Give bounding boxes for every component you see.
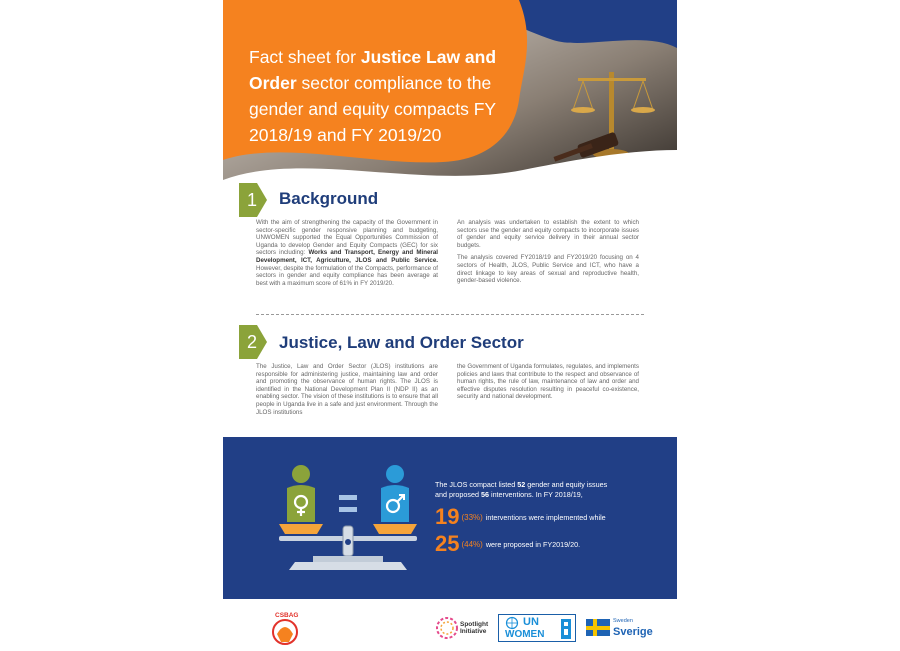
svg-text:Initiative: Initiative xyxy=(460,628,487,635)
csbag-logo xyxy=(267,608,303,650)
paragraph: The analysis covered FY2018/19 and FY2019/20 focusing on 4 sectors of Health, JLOS, Public Service and ICT, who have a direct linkage to key areas of sexual and reproductive health, gender-based violence. xyxy=(457,254,639,285)
implemented-number: 19 xyxy=(435,504,460,529)
implemented-percent: (33%) xyxy=(461,512,483,522)
header-banner xyxy=(223,0,677,196)
un-globe-icon xyxy=(505,616,519,630)
svg-text:Spotlight: Spotlight xyxy=(460,621,489,628)
paragraph: The Justice, Law and Order Sector (JLOS) institutions are responsible for administering justice, maintaining law and order and promoting the observance of human rights. The JLOS is identified in the National Development Plan II (NDP II) as an enabling sector. The vision of these institutions is to ensure that all people in Uganda live in a safe and just environment. Through the JLOS institutions xyxy=(256,363,438,416)
section-number-badge: 2 xyxy=(239,325,269,359)
jlos-column-right xyxy=(457,363,639,406)
section-divider xyxy=(256,314,644,315)
stats-panel xyxy=(223,437,677,599)
un-women-logo: UN WOMEN xyxy=(498,614,576,642)
csbag-logo-text: CSBAG xyxy=(275,612,299,619)
section-number-badge: 1 xyxy=(239,183,269,217)
sweden-flag-icon xyxy=(586,619,610,636)
section-title: Background xyxy=(279,189,379,208)
footer-logos xyxy=(223,600,677,651)
un-women-symbol-icon xyxy=(559,617,573,641)
proposed-number: 25 xyxy=(435,531,460,556)
proposed-percent: (44%) xyxy=(461,539,483,549)
jlos-column-left xyxy=(256,363,438,421)
background-column-right xyxy=(457,219,639,290)
paragraph: With the aim of strengthening the capacity of the Government in sector-specific gender responsive planning and budgeting, UNWOMEN supported the Equal Opportunities Commission of Uganda to develop Gender and Equity Compacts (GEC) for six sectors including: Works and Transport, Energy and Mineral Development, ICT, Agriculture, JLOS and Public Service. However, despite the formulation of the Compacts, performance of sectors in gender and equity compliance has been average at best with a maximum score of 61% in FY 2019/20. xyxy=(256,219,438,287)
page-title: Fact sheet for Justice Law and Order sector compliance to the gender and equity compacts FY 2018/19 and FY 2019/20 xyxy=(249,47,497,145)
background-column-left xyxy=(256,219,438,292)
implemented-stat: 19 (33%) interventions were implemented while xyxy=(435,504,606,529)
paragraph: An analysis was undertaken to establish the extent to which sectors use the gender and equity compacts to incorporate issues of gender and equity service delivery in their annual sector budgets. xyxy=(457,219,639,249)
spotlight-initiative-logo xyxy=(435,614,491,642)
section-title: Justice, Law and Order Sector xyxy=(279,333,524,352)
sweden-logo: Sweden Sverige xyxy=(586,614,652,642)
interventions-count: 56 xyxy=(480,490,489,499)
proposed-stat: 25 (44%) were proposed in FY2019/20. xyxy=(435,531,581,556)
gender-equality-scale-icon xyxy=(273,462,423,580)
stats-intro: The JLOS compact listed 52 gender and equity issues and proposed 56 interventions. In FY 2018/19, xyxy=(435,480,608,499)
fact-sheet-page xyxy=(223,0,677,651)
paragraph: the Government of Uganda formulates, regulates, and implements policies and laws that contribute to the respect and observance of human rights, the rule of law, maintenance of law and order and effective disputes resolution resulting in peaceful co-existence, security and national development. xyxy=(457,363,639,401)
issues-count: 52 xyxy=(517,480,526,489)
